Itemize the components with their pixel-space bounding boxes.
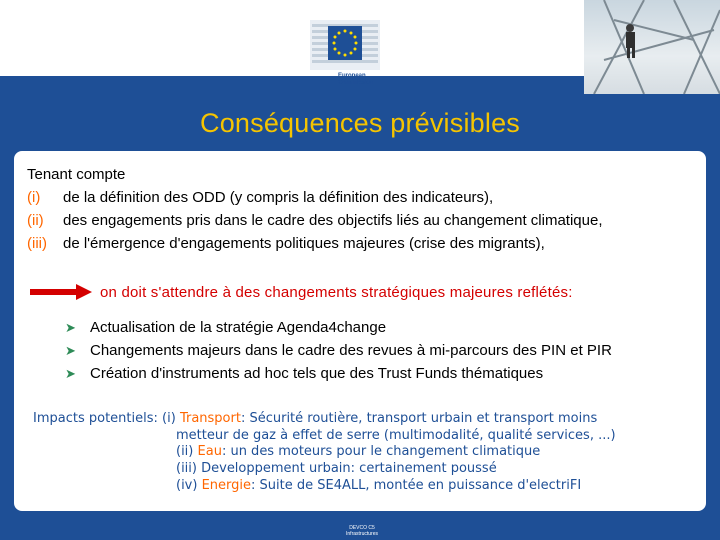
bullet-item-3: [65, 365, 543, 382]
bullet-item-1: [65, 319, 386, 336]
commission-building-icon: [306, 16, 384, 74]
impacts-transport: Transport: [179, 411, 241, 426]
slide-title: Conséquences prévisibles: [200, 108, 520, 138]
impacts-l1-pre: (i): [162, 411, 176, 426]
impacts-l3-pre: (ii): [176, 444, 194, 459]
intro-item-2-text: des engagements pris dans le cadre des objectifs liés au changement climatique,: [63, 212, 603, 229]
impacts-line-4: (iii) Developpement urbain: certainement poussé: [176, 461, 497, 476]
logo-text: [338, 73, 374, 87]
devco-badge: [338, 524, 386, 538]
intro-item-2-num: (ii): [27, 212, 44, 229]
arrow-bullet-icon: ➤: [65, 343, 76, 358]
badge-line-1: DEVCO C5: [349, 525, 375, 531]
intro-item-2: [27, 212, 603, 229]
intro-item-3: [27, 235, 545, 252]
impacts-l5-post: : Suite de SE4ALL, montée en puissance d'electriFI: [251, 478, 582, 493]
arrow-bullet-icon: ➤: [65, 366, 76, 381]
bullet-item-2-text: Changements majeurs dans le cadre des revues à mi-parcours des PIN et PIR: [90, 342, 612, 359]
badge-line-2: Infrastructures: [346, 531, 378, 537]
right-arrow-icon: [30, 284, 92, 300]
bullet-item-2: [65, 342, 612, 359]
bullet-item-3-text: Création d'instruments ad hoc tels que des Trust Funds thématiques: [90, 365, 544, 382]
intro-item-1-num: (i): [27, 189, 41, 206]
logo-line-1: European: [338, 73, 366, 79]
intro-item-1: [27, 189, 494, 206]
impacts-line-5: [176, 478, 581, 493]
arrow-bullet-icon: ➤: [65, 320, 76, 335]
impacts-l1-post: : Sécurité routière, transport urbain et transport moins: [240, 411, 598, 426]
intro-item-1-text: de la définition des ODD (y compris la définition des indicateurs),: [63, 189, 494, 206]
impacts-line-2: metteur de gaz à effet de serre (multimodalité, qualité services, ...): [176, 428, 616, 443]
impacts-energie: Energie: [201, 478, 252, 493]
bullet-item-1-text: Actualisation de la stratégie Agenda4change: [90, 319, 387, 336]
pylon-icon: [584, 0, 720, 94]
intro-item-3-num: (iii): [27, 235, 47, 252]
impacts-l3-post: : un des moteurs pour le changement climatique: [221, 444, 541, 459]
conclusion-text: on doit s'attendre à des changements stratégiques majeures reflétés:: [100, 284, 573, 301]
impacts-lead: Impacts potentiels:: [33, 411, 158, 426]
intro-item-3-text: de l'émergence d'engagements politiques majeures (crise des migrants),: [63, 235, 545, 252]
impacts-line-1: [33, 411, 597, 426]
logo-line-2: Commission: [338, 80, 375, 86]
impacts-line-3: [176, 444, 540, 459]
impacts-l5-pre: (iv): [176, 478, 198, 493]
european-commission-logo: [306, 16, 384, 96]
intro-lead: Tenant compte: [27, 166, 126, 183]
worker-on-pylon-photo: [584, 0, 720, 94]
impacts-eau: Eau: [197, 444, 222, 459]
